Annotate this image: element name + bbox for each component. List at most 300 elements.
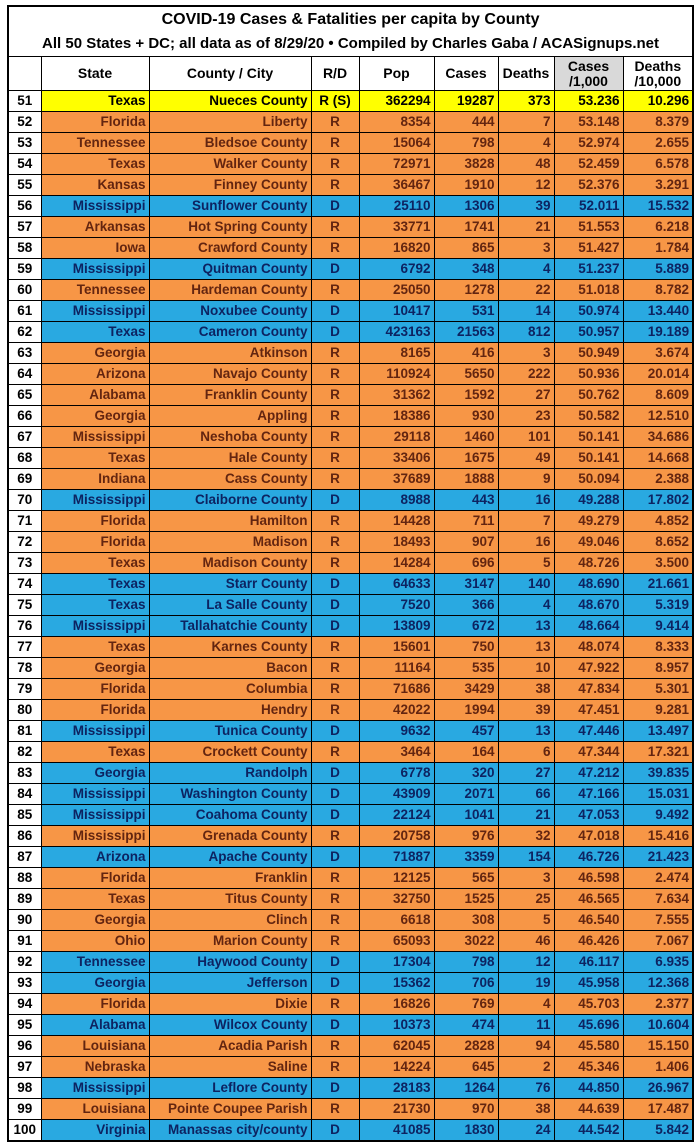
deaths-per-10000-cell: 4.852	[623, 511, 693, 532]
table-row	[8, 994, 693, 1015]
county-cell: Noxubee County	[149, 301, 311, 322]
cases-cell: 1592	[434, 385, 498, 406]
party-cell: R	[311, 217, 359, 238]
deaths-per-10000-cell: 12.368	[623, 973, 693, 994]
deaths-cell: 16	[498, 532, 554, 553]
county-cell: La Salle County	[149, 595, 311, 616]
deaths-per-10000-cell: 8.652	[623, 532, 693, 553]
table-row	[8, 238, 693, 259]
state-cell: Louisiana	[41, 1099, 149, 1120]
population-cell: 41085	[359, 1120, 434, 1142]
party-cell: R	[311, 742, 359, 763]
deaths-per-10000-cell: 13.440	[623, 301, 693, 322]
rank-cell: 58	[8, 238, 41, 259]
rank-cell: 66	[8, 406, 41, 427]
state-cell: Mississippi	[41, 490, 149, 511]
table-row	[8, 721, 693, 742]
rank-cell: 95	[8, 1015, 41, 1036]
cases-per-1000-cell: 53.148	[554, 112, 623, 133]
rank-cell: 72	[8, 532, 41, 553]
party-cell: R	[311, 511, 359, 532]
deaths-cell: 22	[498, 280, 554, 301]
rank-cell: 63	[8, 343, 41, 364]
deaths-cell: 13	[498, 616, 554, 637]
party-cell: R	[311, 1057, 359, 1078]
table-row	[8, 154, 693, 175]
cases-cell: 164	[434, 742, 498, 763]
party-cell: R (S)	[311, 91, 359, 112]
party-cell: R	[311, 154, 359, 175]
deaths-cell: 38	[498, 1099, 554, 1120]
cases-per-1000-cell: 47.834	[554, 679, 623, 700]
state-cell: Nebraska	[41, 1057, 149, 1078]
rank-cell: 52	[8, 112, 41, 133]
cases-per-1000-cell: 48.664	[554, 616, 623, 637]
rank-cell: 94	[8, 994, 41, 1015]
rank-cell: 89	[8, 889, 41, 910]
state-cell: Mississippi	[41, 301, 149, 322]
deaths-per-10000-cell: 8.957	[623, 658, 693, 679]
population-cell: 22124	[359, 805, 434, 826]
cases-cell: 930	[434, 406, 498, 427]
rank-cell: 71	[8, 511, 41, 532]
deaths-cell: 21	[498, 805, 554, 826]
state-cell: Texas	[41, 637, 149, 658]
population-cell: 6778	[359, 763, 434, 784]
rank-cell: 51	[8, 91, 41, 112]
state-cell: Mississippi	[41, 259, 149, 280]
county-cell: Coahoma County	[149, 805, 311, 826]
cases-cell: 3828	[434, 154, 498, 175]
deaths-cell: 373	[498, 91, 554, 112]
party-cell: R	[311, 532, 359, 553]
deaths-cell: 25	[498, 889, 554, 910]
cases-cell: 457	[434, 721, 498, 742]
state-cell: Texas	[41, 595, 149, 616]
state-cell: Texas	[41, 448, 149, 469]
state-cell: Mississippi	[41, 805, 149, 826]
county-cell: Starr County	[149, 574, 311, 595]
cases-cell: 5650	[434, 364, 498, 385]
deaths-cell: 154	[498, 847, 554, 868]
spreadsheet-sheet	[7, 5, 694, 1142]
county-cell: Apache County	[149, 847, 311, 868]
deaths-cell: 46	[498, 931, 554, 952]
deaths-per-10000-cell: 20.014	[623, 364, 693, 385]
deaths-per-10000-cell: 1.784	[623, 238, 693, 259]
party-cell: D	[311, 595, 359, 616]
county-cell: Cass County	[149, 469, 311, 490]
deaths-cell: 23	[498, 406, 554, 427]
rank-cell: 69	[8, 469, 41, 490]
cases-per-1000-cell: 51.427	[554, 238, 623, 259]
rank-cell: 73	[8, 553, 41, 574]
county-cell: Franklin County	[149, 385, 311, 406]
cases-cell: 706	[434, 973, 498, 994]
county-cell: Marion County	[149, 931, 311, 952]
cases-cell: 645	[434, 1057, 498, 1078]
population-cell: 18493	[359, 532, 434, 553]
state-cell: Georgia	[41, 343, 149, 364]
deaths-per-10000-cell: 39.835	[623, 763, 693, 784]
cases-cell: 970	[434, 1099, 498, 1120]
rank-cell: 84	[8, 784, 41, 805]
col-header-state: State	[41, 57, 149, 91]
cases-per-1000-cell: 52.011	[554, 196, 623, 217]
party-cell: R	[311, 343, 359, 364]
population-cell: 10373	[359, 1015, 434, 1036]
deaths-per-10000-cell: 5.319	[623, 595, 693, 616]
deaths-per-10000-cell: 7.555	[623, 910, 693, 931]
cases-cell: 416	[434, 343, 498, 364]
deaths-cell: 94	[498, 1036, 554, 1057]
col-header-deaths: Deaths	[498, 57, 554, 91]
table-row	[8, 1015, 693, 1036]
population-cell: 28183	[359, 1078, 434, 1099]
population-cell: 13809	[359, 616, 434, 637]
rank-cell: 76	[8, 616, 41, 637]
table-row	[8, 196, 693, 217]
county-cell: Bledsoe County	[149, 133, 311, 154]
population-cell: 11164	[359, 658, 434, 679]
population-cell: 6618	[359, 910, 434, 931]
deaths-cell: 48	[498, 154, 554, 175]
rank-cell: 67	[8, 427, 41, 448]
population-cell: 14224	[359, 1057, 434, 1078]
table-row	[8, 343, 693, 364]
deaths-cell: 4	[498, 994, 554, 1015]
population-cell: 16820	[359, 238, 434, 259]
population-cell: 423163	[359, 322, 434, 343]
table-row	[8, 322, 693, 343]
state-cell: Mississippi	[41, 616, 149, 637]
rank-cell: 77	[8, 637, 41, 658]
cases-cell: 907	[434, 532, 498, 553]
party-cell: R	[311, 469, 359, 490]
state-cell: Texas	[41, 574, 149, 595]
cases-per-1000-cell: 50.141	[554, 448, 623, 469]
deaths-per-10000-cell: 2.655	[623, 133, 693, 154]
col-header-pop: Pop	[359, 57, 434, 91]
rank-cell: 68	[8, 448, 41, 469]
cases-cell: 443	[434, 490, 498, 511]
deaths-cell: 5	[498, 910, 554, 931]
cases-per-1000-cell: 50.582	[554, 406, 623, 427]
county-cell: Nueces County	[149, 91, 311, 112]
party-cell: D	[311, 1078, 359, 1099]
cases-per-1000-cell: 50.094	[554, 469, 623, 490]
rank-cell: 64	[8, 364, 41, 385]
county-cell: Grenada County	[149, 826, 311, 847]
county-cell: Bacon	[149, 658, 311, 679]
cases-per-1000-cell: 49.279	[554, 511, 623, 532]
table-row	[8, 427, 693, 448]
deaths-per-10000-cell: 3.500	[623, 553, 693, 574]
table-row	[8, 952, 693, 973]
rank-cell: 57	[8, 217, 41, 238]
cases-per-1000-cell: 44.850	[554, 1078, 623, 1099]
state-cell: Florida	[41, 994, 149, 1015]
table-row	[8, 679, 693, 700]
county-cell: Navajo County	[149, 364, 311, 385]
deaths-per-10000-cell: 17.487	[623, 1099, 693, 1120]
state-cell: Tennessee	[41, 133, 149, 154]
deaths-cell: 12	[498, 175, 554, 196]
deaths-per-10000-cell: 34.686	[623, 427, 693, 448]
col-header-deaths-per-10000: Deaths /10,000	[623, 57, 693, 91]
population-cell: 10417	[359, 301, 434, 322]
rank-cell: 93	[8, 973, 41, 994]
cases-cell: 1741	[434, 217, 498, 238]
deaths-cell: 27	[498, 385, 554, 406]
table-row	[8, 1120, 693, 1142]
party-cell: R	[311, 1099, 359, 1120]
party-cell: R	[311, 700, 359, 721]
cases-per-1000-cell: 50.957	[554, 322, 623, 343]
state-cell: Mississippi	[41, 196, 149, 217]
cases-per-1000-cell: 49.288	[554, 490, 623, 511]
county-cell: Madison County	[149, 553, 311, 574]
population-cell: 32750	[359, 889, 434, 910]
population-cell: 110924	[359, 364, 434, 385]
state-cell: Florida	[41, 112, 149, 133]
population-cell: 14284	[359, 553, 434, 574]
deaths-cell: 12	[498, 952, 554, 973]
population-cell: 15601	[359, 637, 434, 658]
population-cell: 71887	[359, 847, 434, 868]
cases-cell: 366	[434, 595, 498, 616]
deaths-per-10000-cell: 17.321	[623, 742, 693, 763]
deaths-cell: 3	[498, 343, 554, 364]
cases-cell: 3359	[434, 847, 498, 868]
cases-per-1000-cell: 45.346	[554, 1057, 623, 1078]
population-cell: 36467	[359, 175, 434, 196]
table-row	[8, 553, 693, 574]
party-cell: D	[311, 721, 359, 742]
county-cell: Wilcox County	[149, 1015, 311, 1036]
col-header-rd: R/D	[311, 57, 359, 91]
state-cell: Louisiana	[41, 1036, 149, 1057]
deaths-cell: 7	[498, 112, 554, 133]
rank-cell: 74	[8, 574, 41, 595]
deaths-per-10000-cell: 21.423	[623, 847, 693, 868]
table-row	[8, 742, 693, 763]
state-cell: Arizona	[41, 847, 149, 868]
cases-cell: 711	[434, 511, 498, 532]
population-cell: 37689	[359, 469, 434, 490]
deaths-cell: 49	[498, 448, 554, 469]
population-cell: 8165	[359, 343, 434, 364]
deaths-cell: 11	[498, 1015, 554, 1036]
population-cell: 18386	[359, 406, 434, 427]
state-cell: Florida	[41, 679, 149, 700]
rank-cell: 83	[8, 763, 41, 784]
county-cell: Titus County	[149, 889, 311, 910]
county-cell: Walker County	[149, 154, 311, 175]
party-cell: D	[311, 1015, 359, 1036]
county-cell: Hamilton	[149, 511, 311, 532]
cases-cell: 3147	[434, 574, 498, 595]
population-cell: 31362	[359, 385, 434, 406]
rank-cell: 100	[8, 1120, 41, 1142]
party-cell: D	[311, 952, 359, 973]
deaths-cell: 7	[498, 511, 554, 532]
party-cell: R	[311, 1036, 359, 1057]
deaths-per-10000-cell: 2.474	[623, 868, 693, 889]
cases-cell: 474	[434, 1015, 498, 1036]
county-cell: Dixie	[149, 994, 311, 1015]
col-header-cases: Cases	[434, 57, 498, 91]
deaths-per-10000-cell: 8.782	[623, 280, 693, 301]
rank-cell: 79	[8, 679, 41, 700]
cases-cell: 769	[434, 994, 498, 1015]
state-cell: Iowa	[41, 238, 149, 259]
cases-per-1000-cell: 44.639	[554, 1099, 623, 1120]
county-cell: Hale County	[149, 448, 311, 469]
cases-cell: 320	[434, 763, 498, 784]
deaths-per-10000-cell: 9.281	[623, 700, 693, 721]
cases-per-1000-cell: 47.344	[554, 742, 623, 763]
party-cell: R	[311, 826, 359, 847]
population-cell: 6792	[359, 259, 434, 280]
table-row	[8, 973, 693, 994]
state-cell: Arkansas	[41, 217, 149, 238]
population-cell: 8354	[359, 112, 434, 133]
table-row	[8, 1078, 693, 1099]
county-cell: Claiborne County	[149, 490, 311, 511]
population-cell: 3464	[359, 742, 434, 763]
cases-per-1000-cell: 50.762	[554, 385, 623, 406]
state-cell: Texas	[41, 742, 149, 763]
table-row	[8, 175, 693, 196]
table-row	[8, 700, 693, 721]
population-cell: 25050	[359, 280, 434, 301]
county-cell: Crockett County	[149, 742, 311, 763]
cases-cell: 444	[434, 112, 498, 133]
cases-per-1000-cell: 46.726	[554, 847, 623, 868]
state-cell: Florida	[41, 532, 149, 553]
rank-cell: 53	[8, 133, 41, 154]
cases-cell: 1278	[434, 280, 498, 301]
rank-cell: 88	[8, 868, 41, 889]
cases-cell: 2071	[434, 784, 498, 805]
deaths-cell: 24	[498, 1120, 554, 1142]
state-cell: Virginia	[41, 1120, 149, 1142]
county-cell: Atkinson	[149, 343, 311, 364]
county-cell: Saline	[149, 1057, 311, 1078]
deaths-cell: 222	[498, 364, 554, 385]
rank-cell: 98	[8, 1078, 41, 1099]
deaths-per-10000-cell: 8.333	[623, 637, 693, 658]
rank-cell: 55	[8, 175, 41, 196]
deaths-per-10000-cell: 6.578	[623, 154, 693, 175]
party-cell: R	[311, 448, 359, 469]
deaths-cell: 4	[498, 259, 554, 280]
population-cell: 362294	[359, 91, 434, 112]
deaths-cell: 9	[498, 469, 554, 490]
deaths-per-10000-cell: 9.492	[623, 805, 693, 826]
rank-cell: 91	[8, 931, 41, 952]
deaths-per-10000-cell: 3.291	[623, 175, 693, 196]
cases-per-1000-cell: 48.670	[554, 595, 623, 616]
county-cell: Karnes County	[149, 637, 311, 658]
cases-cell: 1994	[434, 700, 498, 721]
table-row	[8, 406, 693, 427]
cases-per-1000-cell: 51.237	[554, 259, 623, 280]
population-cell: 15362	[359, 973, 434, 994]
table-row	[8, 1036, 693, 1057]
deaths-per-10000-cell: 10.604	[623, 1015, 693, 1036]
party-cell: R	[311, 931, 359, 952]
county-cell: Hendry	[149, 700, 311, 721]
rank-cell: 82	[8, 742, 41, 763]
deaths-cell: 812	[498, 322, 554, 343]
cases-per-1000-cell: 45.580	[554, 1036, 623, 1057]
deaths-per-10000-cell: 5.301	[623, 679, 693, 700]
cases-per-1000-cell: 48.690	[554, 574, 623, 595]
state-cell: Texas	[41, 154, 149, 175]
party-cell: R	[311, 280, 359, 301]
deaths-per-10000-cell: 7.067	[623, 931, 693, 952]
deaths-cell: 3	[498, 868, 554, 889]
party-cell: R	[311, 175, 359, 196]
population-cell: 12125	[359, 868, 434, 889]
county-cell: Cameron County	[149, 322, 311, 343]
rank-cell: 85	[8, 805, 41, 826]
party-cell: D	[311, 301, 359, 322]
population-cell: 64633	[359, 574, 434, 595]
state-cell: Mississippi	[41, 721, 149, 742]
rank-cell: 61	[8, 301, 41, 322]
deaths-per-10000-cell: 7.634	[623, 889, 693, 910]
rank-cell: 99	[8, 1099, 41, 1120]
cases-per-1000-cell: 53.236	[554, 91, 623, 112]
title-block	[8, 6, 693, 57]
cases-per-1000-cell: 47.922	[554, 658, 623, 679]
cases-cell: 750	[434, 637, 498, 658]
table-row	[8, 805, 693, 826]
cases-cell: 565	[434, 868, 498, 889]
deaths-cell: 13	[498, 721, 554, 742]
table-row	[8, 280, 693, 301]
cases-cell: 672	[434, 616, 498, 637]
deaths-cell: 21	[498, 217, 554, 238]
deaths-per-10000-cell: 8.609	[623, 385, 693, 406]
state-cell: Georgia	[41, 910, 149, 931]
deaths-per-10000-cell: 9.414	[623, 616, 693, 637]
deaths-per-10000-cell: 14.668	[623, 448, 693, 469]
state-cell: Alabama	[41, 385, 149, 406]
state-cell: Mississippi	[41, 784, 149, 805]
deaths-cell: 14	[498, 301, 554, 322]
deaths-cell: 32	[498, 826, 554, 847]
deaths-per-10000-cell: 19.189	[623, 322, 693, 343]
party-cell: R	[311, 364, 359, 385]
population-cell: 33406	[359, 448, 434, 469]
deaths-per-10000-cell: 12.510	[623, 406, 693, 427]
table-row	[8, 217, 693, 238]
party-cell: D	[311, 616, 359, 637]
deaths-cell: 3	[498, 238, 554, 259]
party-cell: D	[311, 574, 359, 595]
table-row	[8, 784, 693, 805]
cases-cell: 1460	[434, 427, 498, 448]
deaths-per-10000-cell: 5.889	[623, 259, 693, 280]
cases-cell: 2828	[434, 1036, 498, 1057]
population-cell: 42022	[359, 700, 434, 721]
population-cell: 21730	[359, 1099, 434, 1120]
party-cell: R	[311, 679, 359, 700]
